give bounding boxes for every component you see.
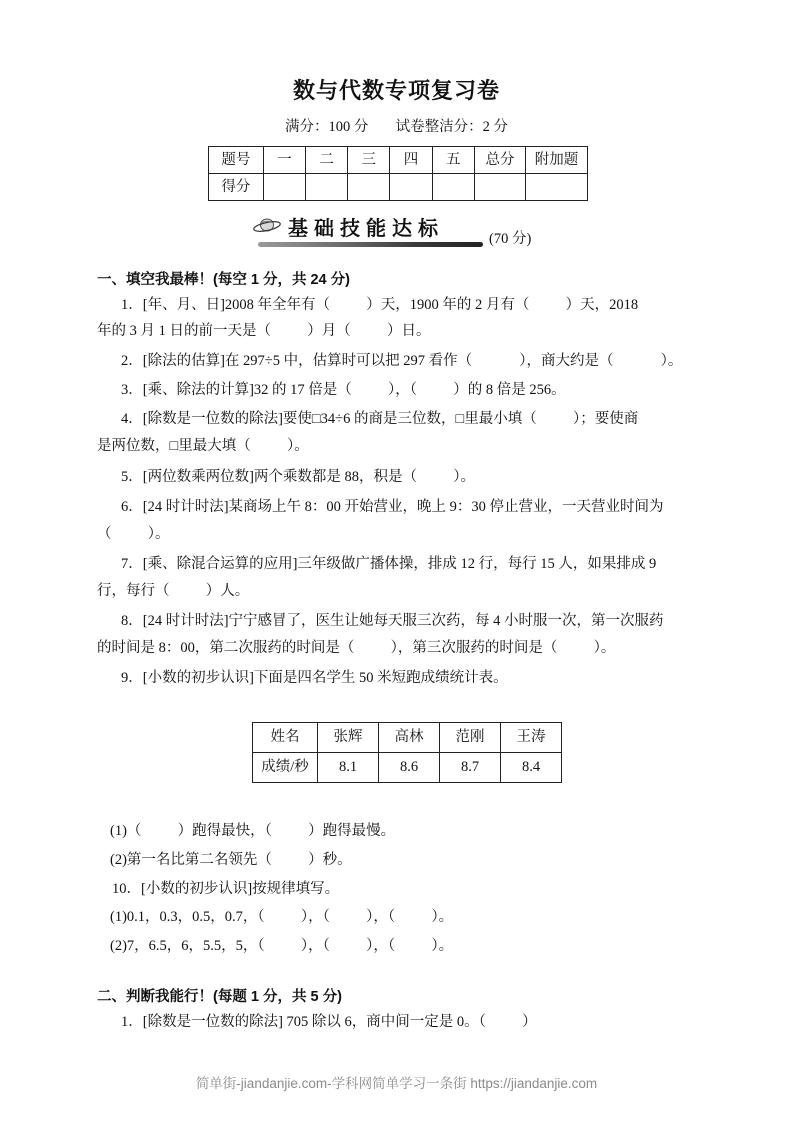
score-cell-1[interactable] — [263, 174, 305, 201]
question-5-line-1: 5．[两位数乘两位数]两个乘数都是 88，积是（ ）。 — [121, 469, 476, 485]
question-4-line-2: 是两位数，□里最大填（ ）。 — [97, 438, 309, 454]
question-10-sub-2: (2)7，6.5，6，5.5，5，（ ），（ ），（ ）。 — [110, 938, 454, 954]
neatness-text: 试卷整洁分：2 分 — [395, 119, 508, 135]
student-time-1: 8.1 — [318, 753, 379, 783]
col-header-bonus: 附加题 — [526, 147, 588, 174]
table-row-times — [253, 753, 562, 783]
question-3-line-1: 3．[乘、除法的计算]32 的 17 倍是（ ），（ ）的 8 倍是 256。 — [121, 382, 566, 398]
question-1-line-1: 1．[年、月、日]2008 年全年有（ ）天，1900 年的 2 月有（ ）天，2018 — [121, 297, 639, 313]
student-time-2: 8.6 — [379, 753, 440, 783]
question-8-line-2: 的时间是 8：00，第二次服药的时间是（ ），第三次服药的时间是（ ）。 — [97, 640, 616, 656]
marks-line — [0, 115, 793, 136]
question-2-line-1: 2．[除法的估算]在 297÷5 中，估算时可以把 297 看作（ ），商大约是（ ）。 — [121, 353, 683, 369]
score-cell-3[interactable] — [348, 174, 390, 201]
question-10-sub-1: (1)0.1，0.3，0.5，0.7，（ ），（ ），（ ）。 — [110, 909, 454, 925]
student-name-4: 王涛 — [501, 723, 562, 753]
question-9-sub-2: (2)第一名比第二名领先（ ）秒。 — [110, 852, 352, 868]
question-10-line-1: 10．[小数的初步认识]按规律填写。 — [112, 881, 340, 897]
col-header-total: 总分 — [474, 147, 525, 174]
score-cell-2[interactable] — [305, 174, 347, 201]
question-9-sub-1: (1)（ ）跑得最快，（ ）跑得最慢。 — [110, 823, 396, 839]
race-results-table — [252, 722, 562, 783]
banner-title: 基础技能达标 — [288, 218, 444, 240]
question-1-line-2: 年的 3 月 1 日的前一天是（ ）月（ ）日。 — [97, 323, 431, 339]
question-7-line-1: 7．[乘、除混合运算的应用]三年级做广播体操，排成 12 行，每行 15 人，如果排成 9 — [121, 556, 657, 572]
row-label-score: 得分 — [209, 174, 264, 201]
planet-icon — [252, 215, 282, 237]
question-4-line-1: 4．[除数是一位数的除法]要使□34÷6 的商是三位数，□里最小填（ ）；要使商 — [121, 411, 639, 427]
score-cell-4[interactable] — [390, 174, 432, 201]
table-row-scores — [209, 174, 588, 201]
score-cell-5[interactable] — [432, 174, 474, 201]
page-title: 数与代数专项复习卷 — [292, 78, 500, 103]
student-time-4: 8.4 — [501, 753, 562, 783]
section-heading-fill-in-blanks: 一、填空我最棒！(每空 1 分，共 24 分) — [97, 272, 350, 288]
banner-inner — [252, 215, 444, 241]
banner-points: (70 分) — [489, 231, 532, 247]
col-header-4: 四 — [390, 147, 432, 174]
col-header-3: 三 — [348, 147, 390, 174]
question-6-line-1: 6．[24 时计时法]某商场上午 8：00 开始营业，晚上 9：30 停止营业，一天营业时间为 — [121, 499, 664, 515]
col-header-2: 二 — [305, 147, 347, 174]
question-6-line-2: （ ）。 — [97, 526, 170, 542]
row-label-name: 姓名 — [253, 723, 318, 753]
student-time-3: 8.7 — [440, 753, 501, 783]
score-cell-total[interactable] — [474, 174, 525, 201]
row-label-question-no: 题号 — [209, 147, 264, 174]
score-cell-bonus[interactable] — [526, 174, 588, 201]
question-7-line-2: 行，每行（ ）人。 — [97, 583, 250, 599]
full-marks-text: 满分：100 分 — [285, 119, 369, 135]
student-name-3: 范刚 — [440, 723, 501, 753]
question-9-line-1: 9．[小数的初步认识]下面是四名学生 50 米短跑成绩统计表。 — [121, 670, 508, 686]
question-8-line-1: 8．[24 时计时法]宁宁感冒了，医生让她每天服三次药，每 4 小时服一次，第一次服药 — [121, 613, 664, 629]
table-row-question-numbers — [209, 147, 588, 174]
banner-underline-decoration — [258, 242, 483, 247]
col-header-5: 五 — [432, 147, 474, 174]
score-table — [208, 146, 588, 201]
col-header-1: 一 — [263, 147, 305, 174]
section2-question-1: 1．[除数是一位数的除法] 705 除以 6，商中间一定是 0。（ ） — [121, 1014, 537, 1030]
footer-watermark: 简单街-jiandanjie.com-学科网简单学习一条街 https://jiandanjie.com — [195, 1076, 598, 1091]
table-row-names — [253, 723, 562, 753]
section-banner — [0, 215, 793, 249]
row-label-time: 成绩/秒 — [253, 753, 318, 783]
student-name-2: 高林 — [379, 723, 440, 753]
student-name-1: 张辉 — [318, 723, 379, 753]
section-heading-true-false: 二、判断我能行！(每题 1 分，共 5 分) — [97, 989, 342, 1005]
